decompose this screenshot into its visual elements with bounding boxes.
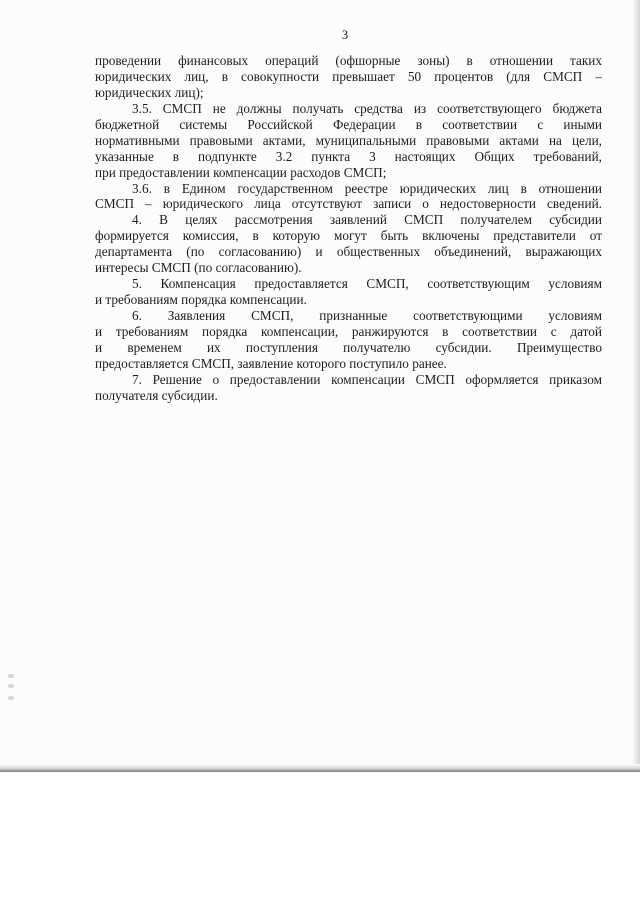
text-line: СМСП – юридического лица отсутствуют записи о недостоверности сведений. xyxy=(95,196,602,212)
text-line: 6. Заявления СМСП, признанные соответствующими условиям xyxy=(132,308,602,323)
text-line: формируется комиссия, в которую могут быть включены представители от xyxy=(95,228,602,244)
text-line: юридических лиц); xyxy=(95,84,204,100)
text-line: получателя субсидии. xyxy=(95,387,218,403)
scan-bottom-shadow xyxy=(0,764,640,772)
text-line: департамента (по согласованию) и общественных объединений, выражающих xyxy=(95,244,602,260)
text-line: проведении финансовых операций (офшорные зоны) в отношении таких xyxy=(95,53,602,68)
scan-speckle xyxy=(8,684,14,688)
text-line: указанные в подпункте 3.2 пункта 3 настоящих Общих требований, xyxy=(95,148,602,164)
page-number: 3 xyxy=(341,28,349,42)
text-line: 3.6. в Едином государственном реестре юридических лиц в отношении xyxy=(132,180,602,196)
text-line: предоставляется СМСП, заявление которого поступило ранее. xyxy=(95,355,447,371)
text-line: юридических лиц, в совокупности превышает 50 процентов (для СМСП – xyxy=(95,68,602,84)
text-line: 4. В целях рассмотрения заявлений СМСП получателем субсидии xyxy=(132,212,602,228)
scan-speckle xyxy=(8,674,14,678)
scan-speckle xyxy=(8,696,14,700)
text-line: интересы СМСП (по согласованию). xyxy=(95,260,302,276)
text-line: нормативными правовыми актами, муниципальными правовыми актами на цели, xyxy=(95,132,602,148)
text-line: 5. Компенсация предоставляется СМСП, соответствующим условиям xyxy=(132,276,602,292)
text-line: и требованиям порядка компенсации. xyxy=(95,292,307,308)
text-line: 7. Решение о предоставлении компенсации СМСП оформляется приказом xyxy=(132,371,602,387)
text-line: при предоставлении компенсации расходов СМСП; xyxy=(95,164,387,180)
text-line: и требованиям порядка компенсации, ранжируются в соответствии с датой xyxy=(95,323,602,339)
scan-right-edge-shadow xyxy=(632,0,640,770)
document-body-text xyxy=(95,53,602,404)
text-line: и временем их поступления получателю субсидии. Преимущество xyxy=(95,339,602,355)
text-line: бюджетной системы Российской Федерации в соответствии с иными xyxy=(95,116,602,132)
text-line: 3.5. СМСП не должны получать средства из соответствующего бюджета xyxy=(132,100,602,116)
